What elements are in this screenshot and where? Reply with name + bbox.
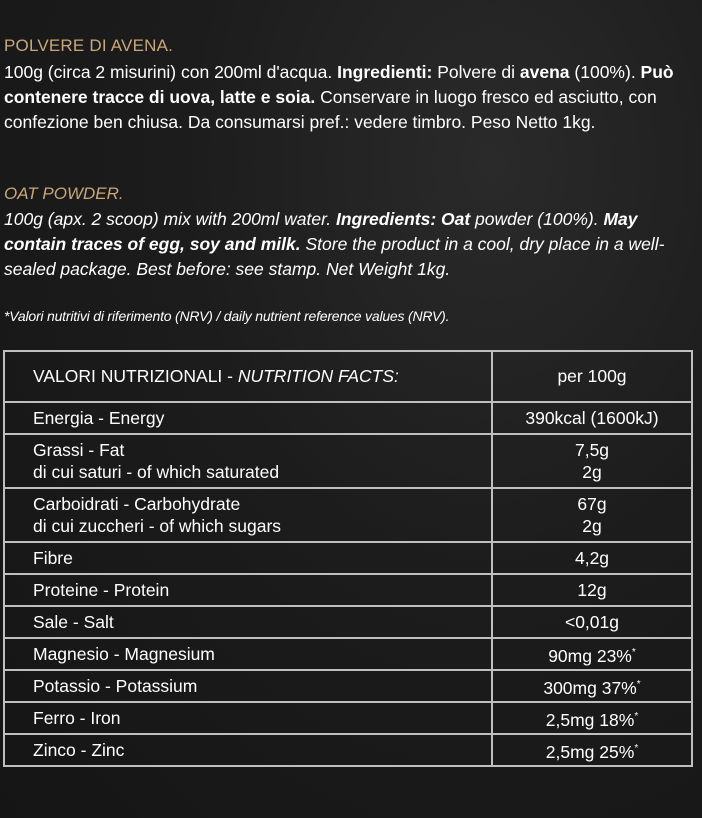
nutrient-amount-text: 90mg 23% [548,645,632,666]
nutrient-name: Ferro - Iron [33,708,121,728]
italian-text-run: avena [519,62,570,82]
nrv-asterisk: * [631,646,636,658]
english-text-run: 100g (apx. 2 scoop) mix with 200ml water. [4,209,336,229]
nutrient-value [492,542,692,574]
nutrition-row [4,434,692,488]
nutrient-value [492,402,692,434]
english-title: OAT POWDER. [4,184,124,203]
nutrient-name: di cui zuccheri - of which sugars [33,516,282,536]
nutrition-row [4,734,692,766]
nutrient-amount [497,515,687,537]
nutrient-name: Fibre [33,548,73,568]
nutrient-amount [497,706,687,731]
nutrient-name: Sale - Salt [33,612,114,632]
nutrient-value [492,574,692,606]
nutrient-name: Proteine - Protein [33,580,170,600]
nutrient-value [492,488,692,542]
nutrient-amount [497,738,687,763]
nutrient-label [4,638,492,670]
nrv-asterisk: * [636,678,641,690]
header-it: VALORI NUTRIZIONALI - [33,366,238,386]
italian-description [4,60,698,135]
nutrition-row [4,402,692,434]
nutrient-value [492,606,692,638]
nutrient-name: Potassio - Potassium [33,676,198,696]
nutrient-label [4,434,492,488]
nutrient-amount-text: 390kcal (1600kJ) [525,408,659,428]
nutrient-name: Zinco - Zinc [33,740,125,760]
nutrient-amount [497,439,687,461]
nutrient-amount-text: 67g [577,494,607,514]
nutrient-amount [497,611,687,633]
nutrient-name: Grassi - Fat [33,440,125,460]
nutrient-amount [497,493,687,515]
nutrient-value [492,702,692,734]
nutrition-row [4,638,692,670]
nutrient-name: di cui saturi - of which saturated [33,462,280,482]
nutrient-amount-text: 4,2g [574,548,610,568]
nutrient-label [4,402,492,434]
english-text-run: powder (100%). [470,209,604,229]
english-description [4,207,698,282]
nutrient-label [4,488,492,542]
nrv-asterisk: * [634,742,639,754]
nutrient-value [492,734,692,766]
nutrient-amount-text: 2g [582,462,602,482]
nutrient-amount [497,547,687,569]
nutrient-label [4,702,492,734]
nutrient-value [492,670,692,702]
nutrition-row [4,488,692,542]
nutrition-header-value: per 100g [492,351,692,402]
nutrient-name: Energia - Energy [33,408,165,428]
nutrition-row [4,702,692,734]
italian-title: POLVERE DI AVENA. [4,36,174,55]
nutrient-name: Magnesio - Magnesium [33,644,215,664]
nutrient-value [492,638,692,670]
italian-text-run: Può contenere tracce di uova, latte e soia. [4,62,674,107]
nutrient-name: Carboidrati - Carbohydrate [33,494,241,514]
italian-text-run: (100%). [569,62,641,82]
nutrient-amount [497,674,687,699]
nutrition-table [3,350,693,767]
nutrition-row [4,542,692,574]
nutrient-label [4,542,492,574]
nutrient-label [4,670,492,702]
header-en: NUTRITION FACTS: [237,366,399,386]
nutrient-amount-text: 300mg 37% [543,677,637,698]
nutrient-amount [497,642,687,667]
nrv-asterisk: * [634,710,639,722]
nutrient-amount [497,461,687,483]
english-text-run: Store the product in a cool, dry place in a well-sealed package. Best before: see stamp. Net Weight 1kg. [4,234,665,279]
nutrition-header-row [4,351,692,402]
italian-text-run: Polvere di [432,62,520,82]
nutrient-label [4,734,492,766]
nutrition-row [4,574,692,606]
nutrient-amount-text: 2g [582,516,602,536]
nutrition-row [4,606,692,638]
nutrition-row [4,670,692,702]
nutrition-header-label [4,351,492,402]
italian-text-run: 100g (circa 2 misurini) con 200ml d'acqua. [4,62,338,82]
nrv-note: *Valori nutritivi di riferimento (NRV) / daily nutrient reference values (NRV). [4,308,450,324]
nutrient-label [4,574,492,606]
nutrient-amount [497,579,687,601]
italian-text-run: Ingredienti: [337,62,433,82]
nutrient-amount-text: 7,5g [574,440,610,460]
nutrient-amount-text: <0,01g [564,612,619,632]
nutrient-amount-text: 2,5mg 18% [545,709,635,730]
nutrient-amount-text: 12g [577,580,607,600]
nutrient-value [492,434,692,488]
nutrient-label [4,606,492,638]
italian-text-run: Conservare in luogo fresco ed asciutto, con confezione ben chiusa. Da consumarsi pref.: vedere timbro. Peso Netto 1kg. [4,87,657,132]
english-text-run: Ingredients: Oat [336,209,471,229]
english-text-run: May contain traces of egg, soy and milk. [4,209,638,254]
nutrient-amount-text: 2,5mg 25% [545,741,635,762]
nutrient-amount [497,407,687,429]
